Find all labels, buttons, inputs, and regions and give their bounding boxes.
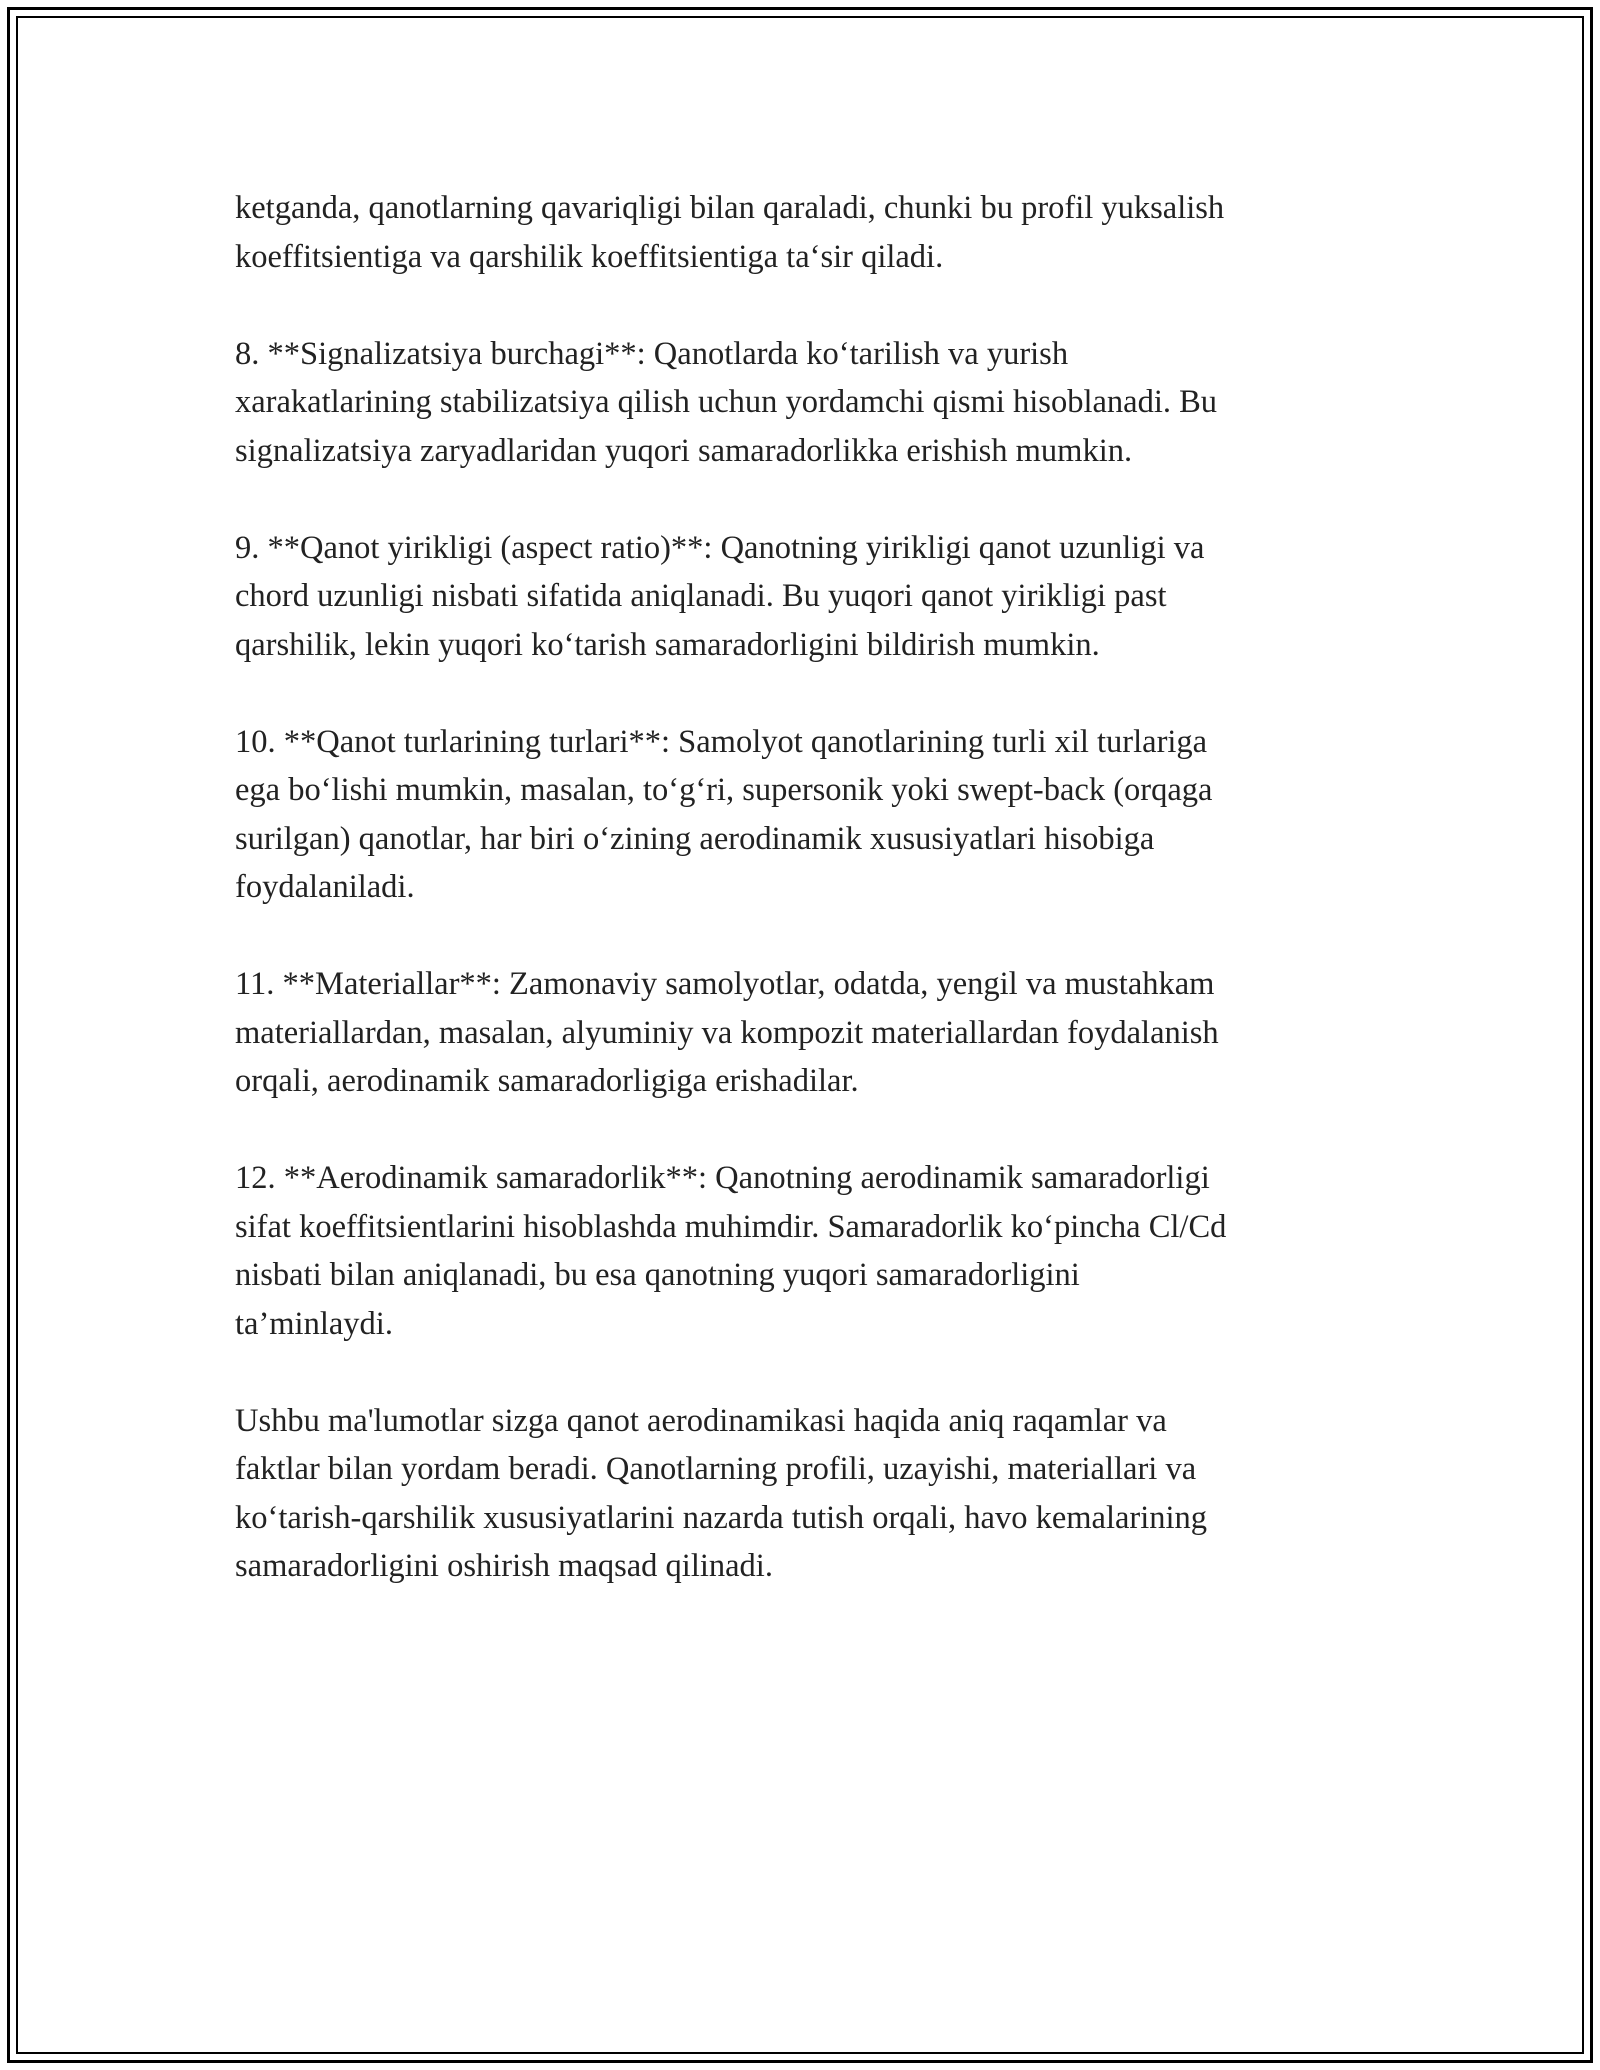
paragraph-item-8: 8. **Signalizatsiya burchagi**: Qanotlarda ko‘tarilish va yurish xarakatlarining stabilizatsiya qilish uchun yordamchi qismi hisoblanadi. Bu signalizatsiya zaryadlaridan yuqori samaradorlikka erishish mumkin.: [235, 335, 1218, 469]
paragraph-continuation: ketganda, qanotlarning qavariqligi bilan qaraladi, chunki bu profil yuksalish koeffitsientiga va qarshilik koeffitsientiga ta‘sir qiladi.: [235, 190, 1225, 275]
paragraph-item-11: 11. **Materiallar**: Zamonaviy samolyotlar, odatda, yengil va mustahkam materiallardan, masalan, alyuminiy va kompozit materiallardan foydalanish orqali, aerodinamik samaradorligiga erishadilar.: [235, 966, 1219, 1099]
paragraph-item-12: 12. **Aerodinamik samaradorlik**: Qanotning aerodinamik samaradorligi sifat koeffitsientlarini hisoblashda muhimdir. Samaradorlik ko‘pincha Cl/Cd nisbati bilan aniqlanadi, bu esa qanotning yuqori samaradorligini ta’minlaydi.: [235, 1160, 1227, 1342]
paragraph-item-9: 9. **Qanot yirikligi (aspect ratio)**: Qanotning yirikligi qanot uzunligi va chord uzunligi nisbati sifatida aniqlanadi. Bu yuqori qanot yirikligi past qarshilik, lekin yuqori ko‘tarish samaradorligini bildirish mumkin.: [235, 529, 1205, 663]
paragraph-conclusion: Ushbu ma'lumotlar sizga qanot aerodinamikasi haqida aniq raqamlar va faktlar bilan yordam beradi. Qanotlarning profili, uzayishi, materiallari va ko‘tarish-qarshilik xususiyatlarini nazarda tutish orqali, havo kemalarining samaradorligini oshirish maqsad qilinadi.: [235, 1402, 1208, 1584]
document-body: [235, 184, 1365, 1639]
paragraph-item-10: 10. **Qanot turlarining turlari**: Samolyot qanotlarining turli xil turlariga ega bo‘lishi mumkin, masalan, to‘g‘ri, supersonik yoki swept-back (orqaga surilgan) qanotlar, har biri o‘zining aerodinamik xususiyatlari hisobiga foydalaniladi.: [235, 723, 1213, 905]
